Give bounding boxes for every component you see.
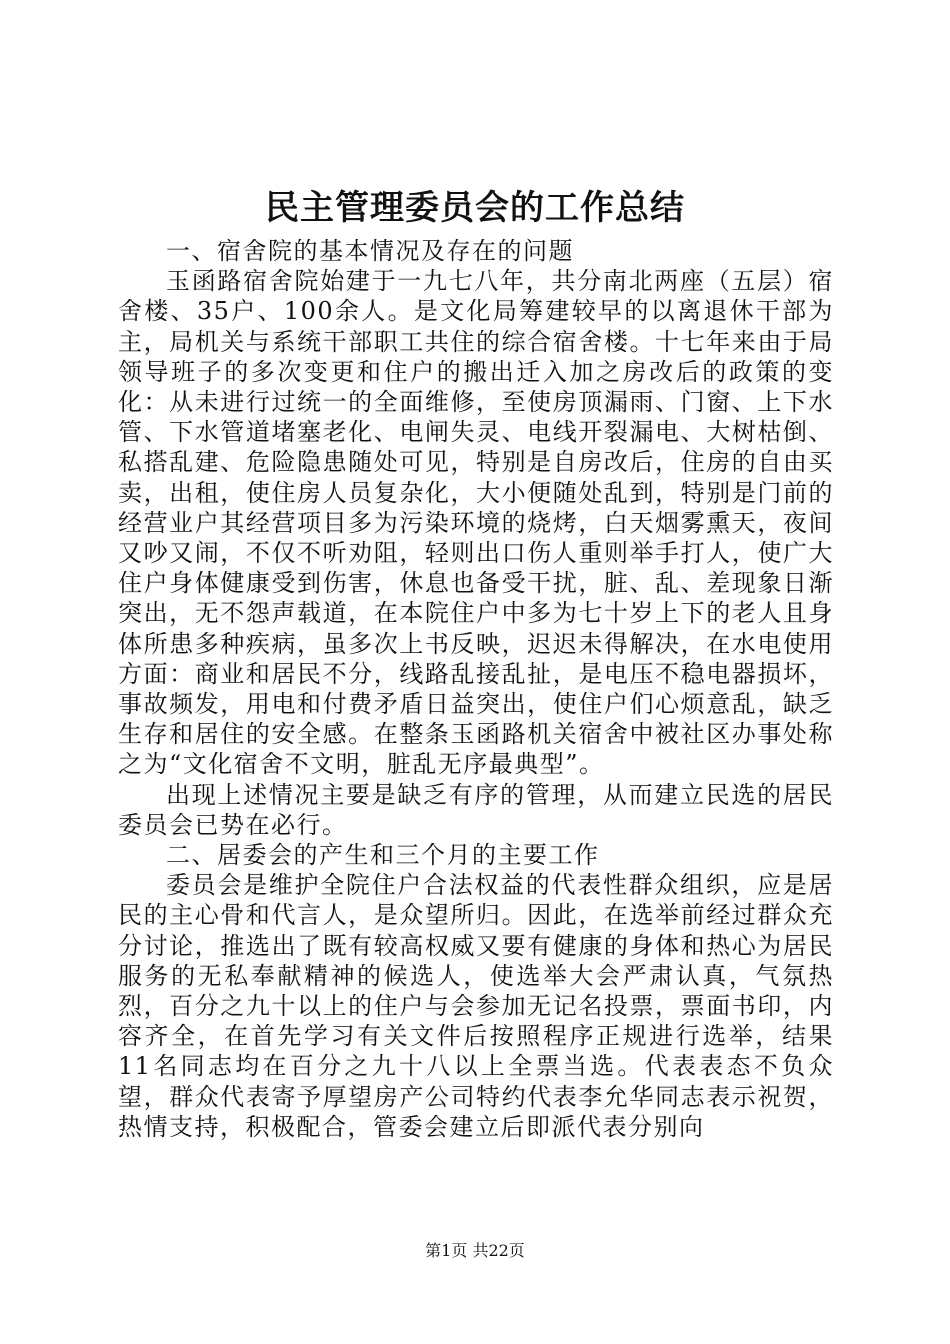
section-heading-1: 一、宿舍院的基本情况及存在的问题 (166, 237, 574, 265)
paragraph-3: 委员会是维护全院住户合法权益的代表性群众组织，应是居民的主心骨和代言人，是众望所归。因此，在选举前经过群众充分讨论，推选出了既有较高权威又要有健康的身体和热心为居民服务的无私奉献精神的候选人，使选举大会严肃认真，气氛热烈，百分之九十以上的住户与会参加无记名投票，票面书印，内容齐全，在首先学习有关文件后按照程序正规进行选举，结果11名同志均在百分之九十八以上全票当选。代表表态不负众望，群众代表寄予厚望房产公司特约代表李允华同志表示祝贺，热情支持，积极配合，管委会建立后即派代表分别向 (118, 871, 834, 1141)
paragraph-1: 玉函路宿舍院始建于一九七八年，共分南北两座（五层）宿舍楼、35户、100余人。是文化局筹建较早的以离退休干部为主，局机关与系统干部职工共住的综合宿舍楼。十七年来由于局领导班子的多次变更和住户的搬出迁入加之房改后的政策的变化：从未进行过统一的全面维修，至使房顶漏雨、门窗、上下水管、下水管道堵塞老化、电闸失灵、电线开裂漏电、大树枯倒、私搭乱建、危险隐患随处可见，特别是自房改后，住房的自由买卖，出租，使住房人员复杂化，大小便随处乱到，特别是门前的经营业户其经营项目多为污染环境的烧烤，白天烟雾熏天，夜间又吵又闹，不仅不听劝阻，轻则出口伤人重则举手打人，使广大住户身体健康受到伤害，休息也备受干扰，脏、乱、差现象日渐突出，无不怨声载道，在本院住户中多为七十岁上下的老人且身体所患多种疾病，虽多次上书反映，迟迟未得解决，在水电使用方面：商业和居民不分，线路乱接乱扯，是电压不稳电器损坏，事故频发，用电和付费矛盾日益突出，使住户们心烦意乱，缺乏生存和居住的安全感。在整条玉函路机关宿舍中被社区办事处称之为“文化宿舍不文明，脏乱无序最典型”。 (118, 267, 834, 779)
section-heading-2: 二、居委会的产生和三个月的主要工作 (166, 841, 600, 870)
document-body (118, 236, 834, 1142)
page-footer: 第1页 共22页 (425, 1241, 525, 1260)
document-title: 民主管理委员会的工作总结 (265, 188, 685, 228)
paragraph-2: 出现上述情况主要是缺乏有序的管理，从而建立民选的居民委员会已势在必行。 (118, 780, 834, 839)
